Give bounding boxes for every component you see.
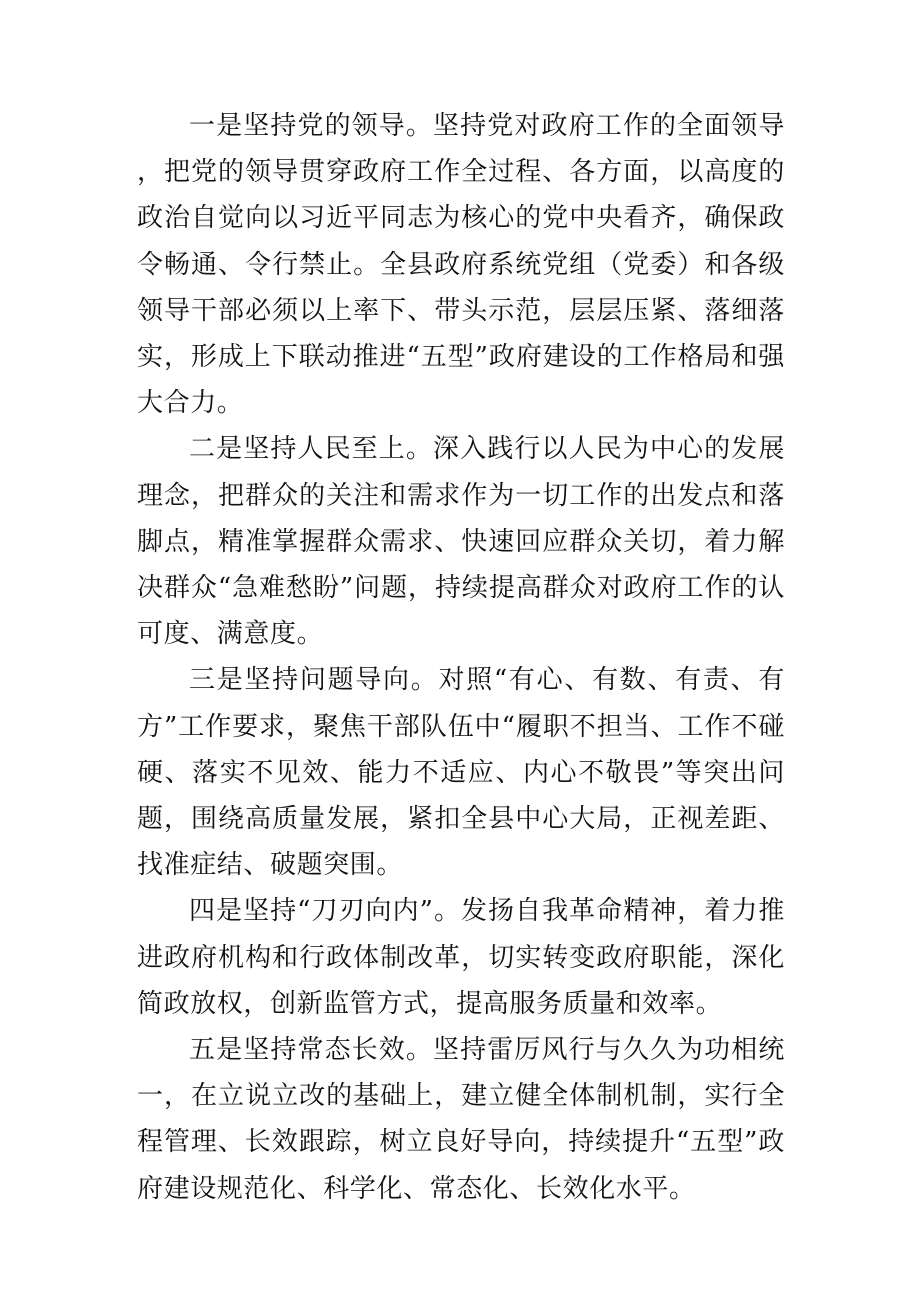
paragraph-party-leadership: 一是坚持党的领导。坚持党对政府工作的全面领导，把党的领导贯穿政府工作全过程、各方面，以高度的政治自觉向以习近平同志为核心的党中央看齐，确保政令畅通、令行禁止。全县政府系统党组（党委）和各级领导干部必须以上率下、带头示范，层层压紧、落细落实，形成上下联动推进“五型”政府建设的工作格局和强大合力。 bbox=[137, 111, 785, 419]
paragraph-long-term: 五是坚持常态长效。坚持雷厉风行与久久为功相统一，在立说立改的基础上，建立健全体制机制，实行全程管理、长效跟踪，树立良好导向，持续提升“五型”政府建设规范化、科学化、常态化、长效化水平。 bbox=[137, 1035, 785, 1204]
document-body bbox=[137, 103, 785, 1212]
paragraph-people-first: 二是坚持人民至上。深入践行以人民为中心的发展理念，把群众的关注和需求作为一切工作的出发点和落脚点，精准掌握群众需求、快速回应群众关切，着力解决群众“急难愁盼”问题，持续提高群众对政府工作的认可度、满意度。 bbox=[137, 434, 785, 650]
paragraph-problem-oriented: 三是坚持问题导向。对照“有心、有数、有责、有方”工作要求，聚焦干部队伍中“履职不担当、工作不碰硬、落实不见效、能力不适应、内心不敬畏”等突出问题，围绕高质量发展，紧扣全县中心大局，正视差距、找准症结、破题突围。 bbox=[137, 665, 785, 881]
paragraph-self-reform: 四是坚持“刀刃向内”。发扬自我革命精神，着力推进政府机构和行政体制改革，切实转变政府职能，深化简政放权，创新监管方式，提高服务质量和效率。 bbox=[137, 896, 785, 1019]
